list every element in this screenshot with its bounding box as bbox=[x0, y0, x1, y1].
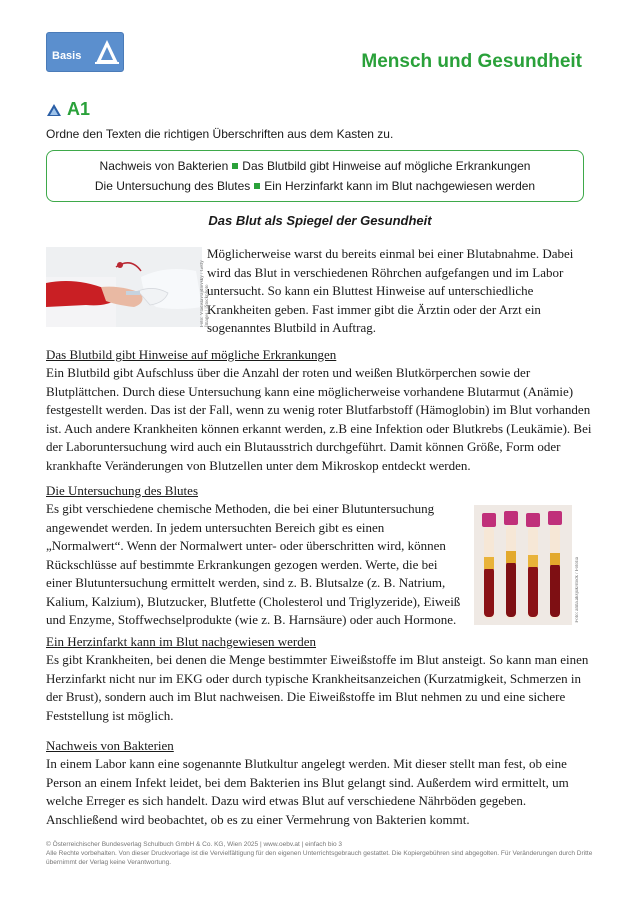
option-item: Nachweis von Bakterien bbox=[99, 159, 229, 173]
option-item: Ein Herzinfarkt kann im Blut nachgewiesen werden bbox=[264, 179, 536, 193]
task-instruction: Ordne den Texten die richtigen Überschriften aus dem Kasten zu. bbox=[46, 127, 394, 141]
heading-options-box bbox=[46, 150, 584, 202]
blood-tubes-photo bbox=[474, 505, 580, 625]
rights-notice: Alle Rechte vorbehalten. Von dieser Druckvorlage ist die Vervielfältigung für den eigenen Unterrichtsgebrauch gestattet. Die Kopiergebühren sind abgegolten. Für Veränderungen durch Dritte übernimmt der Verlag keine Verantwortung. bbox=[46, 850, 593, 866]
footer bbox=[46, 840, 606, 867]
bullet-square-icon bbox=[254, 183, 260, 189]
blood-draw-illustration bbox=[46, 247, 202, 327]
section-text: Ein Blutbild gibt Aufschluss über die Anzahl der roten und weißen Blutkörperchen sowie der Blutplättchen. Durch diese Untersuchung kann eine möglicherweise vorhandene Blutarmut (Anämie) festgestellt werden. Das ist der Fall, wenn zu wenig roter Blutfarbstoff (Hämoglobin) im Blut vorhanden ist. Auch andere Krankheiten können erkannt werden, z.B eine Infektion oder Blutkrebs (Leukämie). Bei der Laboruntersuchung wird auch ein Blutausstrich durchgeführt. Damit können Größe, Form oder krankhafte Veränderungen von Blutzellen unter dem Mikroskop entdeckt werden. bbox=[46, 365, 592, 473]
article-title: Das Blut als Spiegel der Gesundheit bbox=[208, 213, 432, 228]
basis-logo bbox=[46, 32, 124, 72]
options-line-2 bbox=[47, 176, 583, 196]
triangle-logo-icon bbox=[95, 39, 119, 65]
blood-tubes-illustration bbox=[474, 505, 572, 625]
section-text: Es gibt Krankheiten, bei denen die Menge bestimmter Eiweißstoffe im Blut ansteigt. So kann man einen Herzinfarkt nicht nur im EKG oder durch typische Krankheitsanzeichen (Kurzatmigkeit, Schmerzen in der Brust), sondern auch im Blut nachweisen. Die Eiweißstoffe im Blut nehmen zu und eine sichere Feststellung ist möglich. bbox=[46, 652, 589, 723]
photo-credit: Foto: anna.aksjuk/stock / Fotolia bbox=[575, 557, 580, 623]
photo-credit: Foto: Vladislav/ajdlovsky / Getty Images / iStockphoto bbox=[200, 260, 210, 327]
bullet-square-icon bbox=[232, 163, 238, 169]
section-heading: Nachweis von Bakterien bbox=[46, 738, 174, 753]
section-text: In einem Labor kann eine sogenannte Blutkultur angelegt werden. Mit dieser stellt man fest, ob eine Person an einem Infekt leidet, bei dem Bakterien ins Blut gelangt sind. Außerdem wird ermittelt, um welche Erreger es sich handelt. Dazu wird etwas Blut auf verschiedene Nährböden gegeben. Anschließend wird beobachtet, ob es zu einer Vermehrung von Bakterien kommt. bbox=[46, 756, 569, 827]
section-heading: Das Blutbild gibt Hinweise auf mögliche Erkrankungen bbox=[46, 347, 337, 362]
page-title: Mensch und Gesundheit bbox=[361, 51, 582, 72]
options-line-1 bbox=[47, 156, 583, 176]
copyright-line: © Österreichischer Bundesverlag Schulbuch GmbH & Co. KG, Wien 2025 | www.oebv.at | einfach bio 3 bbox=[46, 841, 342, 848]
option-item: Das Blutbild gibt Hinweise auf mögliche Erkrankungen bbox=[242, 159, 531, 173]
section-text: Es gibt verschiedene chemische Methoden, die bei einer Blutuntersuchung angewendet werden. In jedem untersuchten Bereich gibt es einen „Normalwert“. Wenn der Normalwert unter- oder überschritten wird, können Rückschlüsse auf bestimmte Erkrankungen gezogen werden. Werte, die bei einer Blutuntersuchung ermittelt werden, sind z. B. Blutsalze (z. B. Natrium, Kalium, Kalzium), Blutzucker, Blutfette (Cholesterol und Triglyzeride), Eiweiß und Enzyme, Stoffwechselprodukte (wie z. B. Harnsäure) oder auch Hormone. bbox=[46, 501, 461, 627]
task-triangle-icon bbox=[46, 103, 62, 117]
intro-paragraph: Möglicherweise warst du bereits einmal bei einer Blutabnahme. Dabei wird das Blut in verschiedenen Röhrchen aufgefangen und im Labor untersucht. So kann ein Bluttest Hinweise auf unterschiedliche Krankheiten geben. Fast immer gibt die Ärztin oder der Arzt ein sogenanntes Blutbild in Auftrag. bbox=[207, 246, 574, 335]
blood-draw-photo bbox=[46, 247, 210, 327]
logo-text: Basis bbox=[52, 50, 82, 62]
section-heading: Die Untersuchung des Blutes bbox=[46, 483, 199, 498]
option-item: Die Untersuchung des Blutes bbox=[94, 179, 251, 193]
section-heading: Ein Herzinfarkt kann im Blut nachgewiesen werden bbox=[46, 634, 317, 649]
task-label: A1 bbox=[67, 99, 91, 119]
